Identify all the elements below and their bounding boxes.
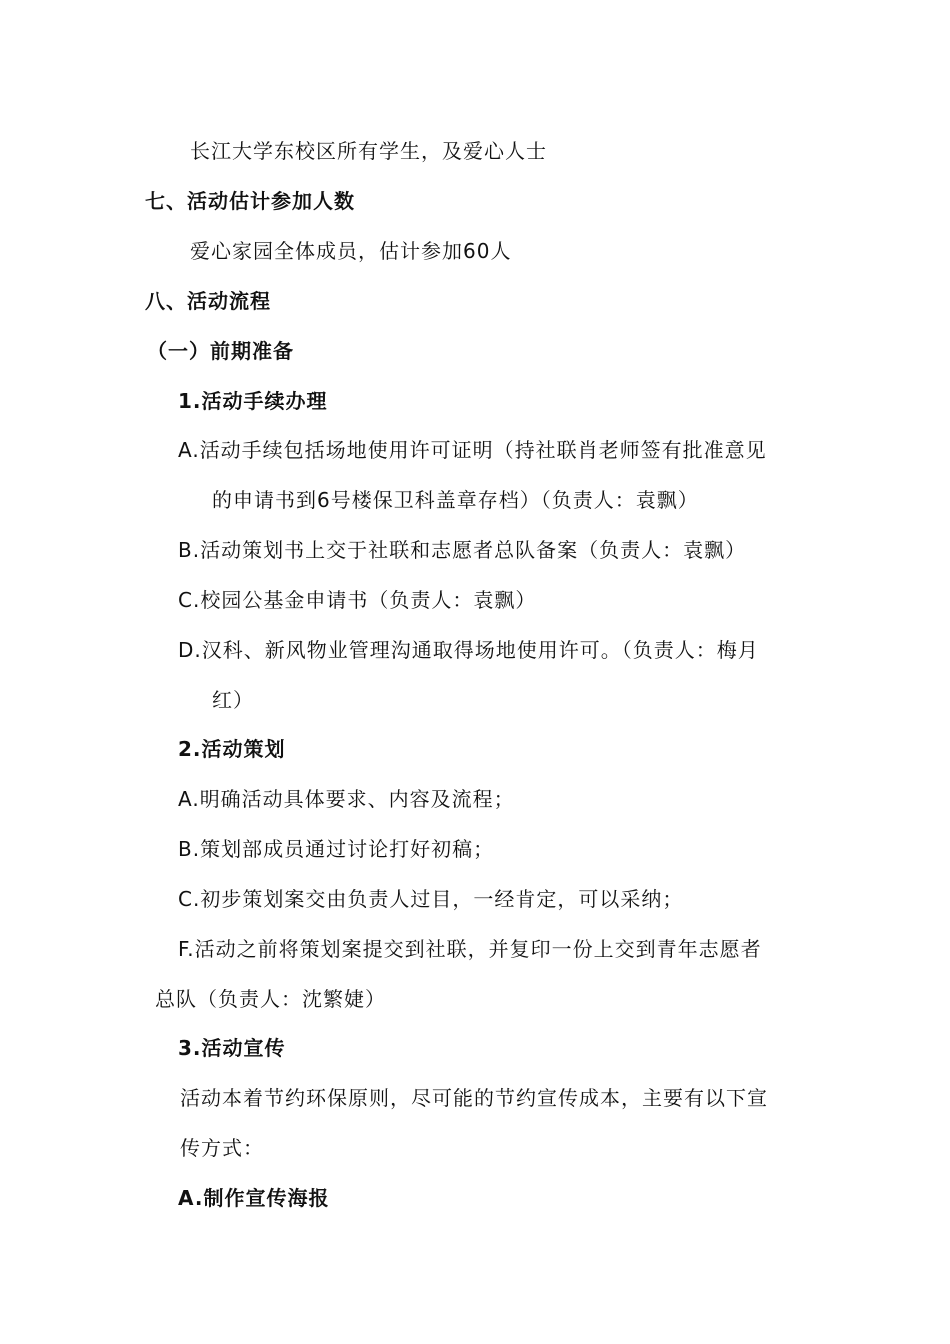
item-1a-text-cont: 的申请书到6号楼保卫科盖章存档）（负责人：袁飘） — [212, 488, 699, 512]
item-1d-text-cont: 红） — [212, 688, 254, 712]
item-3-heading: 3.活动宣传 — [178, 1036, 286, 1060]
item-3a-heading: A.制作宣传海报 — [178, 1186, 330, 1210]
participants-text: 长江大学东校区所有学生，及爱心人士 — [190, 139, 547, 163]
item-2f-text-cont: 总队（负责人：沈繁婕） — [155, 987, 386, 1011]
item-2b-text: B.策划部成员通过讨论打好初稿； — [178, 837, 495, 861]
item-1a-text: A.活动手续包括场地使用许可证明（持社联肖老师签有批准意见 — [178, 438, 767, 462]
subsection-1-heading: （一）前期准备 — [147, 339, 294, 363]
item-1b-text: B.活动策划书上交于社联和志愿者总队备案（负责人：袁飘） — [178, 538, 747, 562]
section-8-heading: 八、活动流程 — [145, 289, 271, 313]
item-1c-text: C.校园公基金申请书（负责人：袁飘） — [178, 588, 537, 612]
item-1-heading: 1.活动手续办理 — [178, 389, 328, 413]
item-3-text-cont: 传方式： — [180, 1136, 264, 1160]
section-7-text: 爱心家园全体成员，估计参加60人 — [190, 239, 512, 263]
item-2c-text: C.初步策划案交由负责人过目，一经肯定，可以采纳； — [178, 887, 684, 911]
item-1d-text: D.汉科、新风物业管理沟通取得场地使用许可。（负责人：梅月 — [178, 638, 759, 662]
section-7-heading: 七、活动估计参加人数 — [145, 189, 355, 213]
item-2a-text: A.明确活动具体要求、内容及流程； — [178, 787, 515, 811]
item-2f-text: F.活动之前将策划案提交到社联，并复印一份上交到青年志愿者 — [178, 937, 762, 961]
item-2-heading: 2.活动策划 — [178, 737, 286, 761]
item-3-text: 活动本着节约环保原则，尽可能的节约宣传成本，主要有以下宣 — [180, 1086, 768, 1110]
